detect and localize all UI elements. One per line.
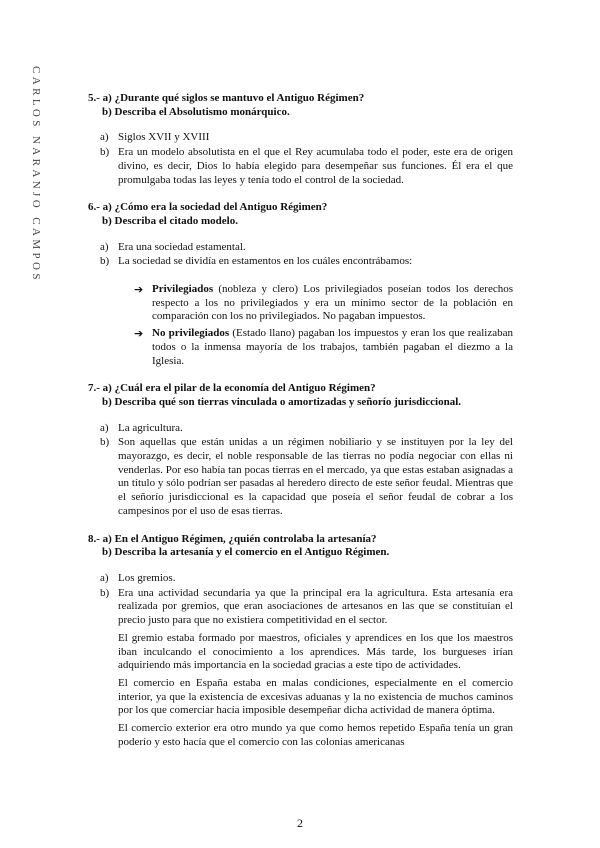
- answer-label: a): [100, 421, 109, 434]
- answer-text: La agricultura.: [118, 421, 183, 434]
- question-part-b: b) Describa la artesanía y el comercio en el Antiguo Régimen.: [102, 546, 390, 559]
- paragraph: El comercio exterior era otro mundo ya que como hemos repetido España tenía un gran poderío y esto hacía que el comercio con las colonias americanas: [118, 722, 513, 748]
- answer-b: [88, 436, 513, 518]
- list-item-text: [152, 327, 513, 368]
- answer-label: a): [100, 571, 109, 584]
- term-bold: No privilegiados: [152, 327, 230, 340]
- list-item-text: [152, 283, 513, 324]
- question-title: [88, 201, 513, 228]
- answer-text: Siglos XVII y XVIII: [118, 131, 210, 144]
- document-body: [88, 92, 513, 763]
- question-part-b: b) Describa el Absolutismo monárquico.: [102, 105, 290, 118]
- answer-b: [88, 587, 513, 750]
- side-author-name: CARLOS NARANJO CAMPOS: [30, 66, 42, 283]
- answer-label: a): [100, 131, 109, 144]
- arrow-right-icon: ➔: [134, 283, 144, 297]
- answers: [88, 572, 513, 749]
- question-part-b: b) Describa el citado modelo.: [102, 214, 238, 227]
- answer-text-block: [118, 587, 513, 750]
- answer-b: [88, 146, 513, 187]
- arrow-right-icon: ➔: [134, 327, 144, 341]
- answer-label: b): [100, 146, 110, 159]
- answers: [88, 241, 513, 269]
- answer-text: Son aquellas que están unidas a un régimen nobiliario y se instituyen por la ley del mayorazgo, es decir, el noble responsable de las tierras no podía negociar con ellas ni venderlas. Por eso había tan pocas tierras en el mercado, ya que estas estaban asignadas a un título y sólo podrían ser pasadas al heredero directo de este señor feudal. Mientras que el señorío jurisdiccional es la capacidad que poseía el señor feudal de cobrar a los campesinos por el uso de esas tierras.: [118, 436, 513, 517]
- question-part-a: 8.- a) En el Antiguo Régimen, ¿quién controlaba la artesanía?: [88, 532, 377, 545]
- term-description: (nobleza y clero) Los privilegiados poseían todos los derechos respecto a los no privilegiados y era un mínimo sector de la población en comparación con los no privilegiados. No pagaban impuestos.: [152, 283, 513, 323]
- answer-a: [88, 131, 513, 145]
- answer-text: La sociedad se dividía en estamentos en los cuáles encontrábamos:: [118, 255, 413, 268]
- answer-text: Los gremios.: [118, 571, 176, 584]
- answer-a: [88, 572, 513, 586]
- answer-text: Era una actividad secundaria ya que la principal era la agricultura. Esta artesanía era realizada por gremios, que eran asociaciones de artesanos en las que se constituían el precio justo para que no existiera competitividad en el sector.: [118, 586, 513, 627]
- list-item: [134, 327, 513, 368]
- answer-label: b): [100, 436, 110, 449]
- term-description: (Estado llano) pagaban los impuestos y eran los que realizaban todos o la inmensa mayoría de los trabajos, también pagaban el diezmo a la Iglesia.: [152, 327, 513, 367]
- paragraph: El gremio estaba formado por maestros, oficiales y aprendices en los que los maestros iban inculcando el conocimiento a los aprendices. Más tarde, los burgueses irían adquiriendo más importancia en la sociedad gracias a este tipo de actividades.: [118, 631, 513, 672]
- page-number: 2: [297, 816, 303, 830]
- question-title: [88, 382, 513, 409]
- question-7: [88, 382, 513, 518]
- question-5: [88, 92, 513, 187]
- answer-a: [88, 422, 513, 436]
- question-part-a: 5.- a) ¿Durante qué siglos se mantuvo el Antiguo Régimen?: [88, 92, 365, 104]
- question-part-b: b) Describa qué son tierras vinculada o amortizadas y señorío jurisdiccional.: [102, 395, 462, 408]
- answer-a: [88, 241, 513, 255]
- question-part-a: 6.- a) ¿Cómo era la sociedad del Antiguo Régimen?: [88, 201, 328, 214]
- question-title: [88, 533, 513, 560]
- answer-label: b): [100, 586, 110, 599]
- list-item: [134, 283, 513, 324]
- answer-label: b): [100, 255, 110, 268]
- paragraph: El comercio en España estaba en malas condiciones, especialmente en el comercio interior, ya que la existencia de excesivas aduanas y la no existencia de muchos caminos por los que comerciar hacía imposible desempeñar dicha actividad de manera óptima.: [118, 676, 513, 717]
- question-6: [88, 201, 513, 368]
- answer-b: [88, 255, 513, 269]
- answers: [88, 131, 513, 187]
- answer-label: a): [100, 240, 109, 253]
- answer-text: Era un modelo absolutista en el que el Rey acumulaba todo el poder, este era de origen divino, es decir, Dios lo había elegido para desempeñar sus funciones. Él era el que promulgaba todas las leyes y tenía todo el control de la sociedad.: [118, 146, 513, 186]
- term-bold: Privilegiados: [152, 283, 214, 296]
- estates-list: [134, 283, 513, 368]
- answers: [88, 422, 513, 519]
- question-title: [88, 92, 513, 119]
- answer-text: Era una sociedad estamental.: [118, 240, 246, 253]
- question-part-a: 7.- a) ¿Cuál era el pilar de la economía del Antiguo Régimen?: [88, 382, 376, 395]
- question-8: [88, 533, 513, 750]
